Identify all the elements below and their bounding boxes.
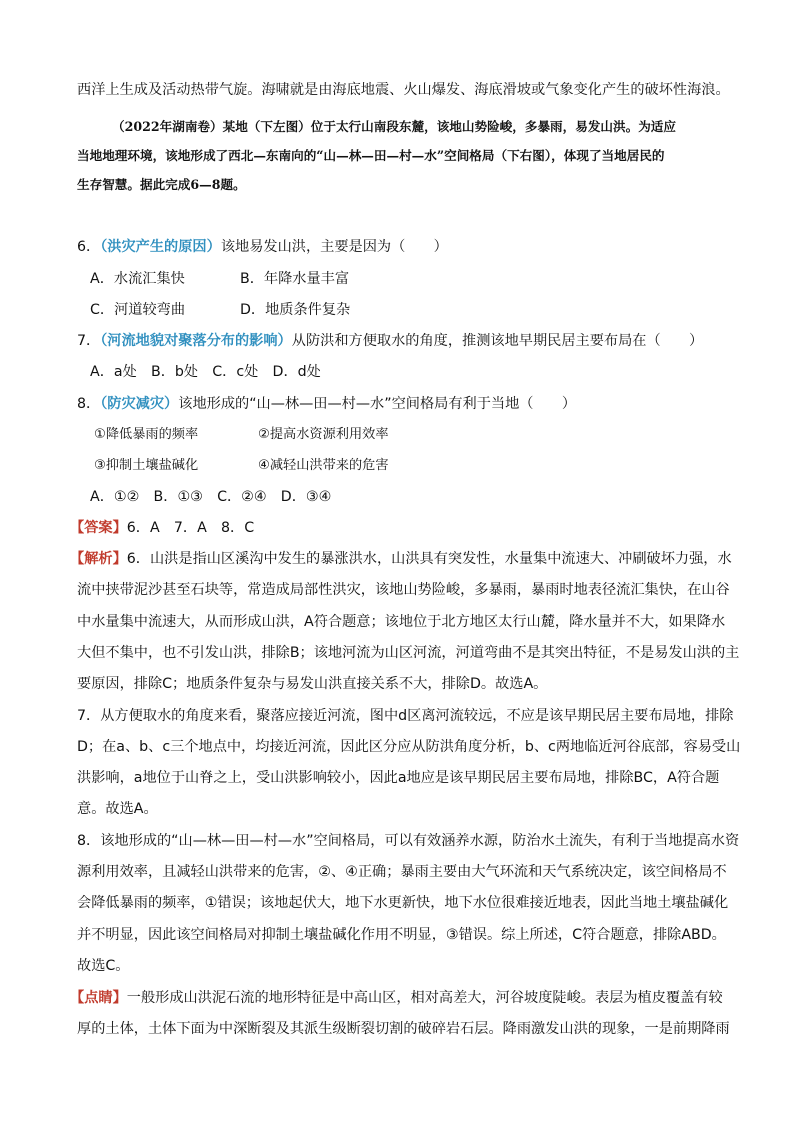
tip-line-2: 厚的土体，土体下面为中深断裂及其派生级断裂切割的破碎岩石层。降雨激发山洪的现象，一是前期降雨: [77, 1021, 730, 1037]
question-tag: （河流地貌对聚落分布的影响）: [100, 333, 292, 349]
option-d: D．地质条件复杂: [240, 302, 351, 318]
tip-line-1: 【点睛】一般形成山洪泥石流的地形特征是中高山区，相对高差大，河谷坡度陡峻。表层为植皮覆盖有较: [70, 990, 723, 1006]
analysis-line-5: 要原因，排除C；地质条件复杂与易发山洪直接关系不大，排除D。故选A。: [77, 676, 548, 692]
question-number: 6．: [77, 239, 101, 255]
analysis8-line-1: 8．该地形成的“山—林—田—村—水”空间格局，可以有效涵养水源，防治水土流失，有利于当地提高水资: [77, 833, 740, 849]
question-6-options-row-2: [90, 300, 350, 320]
question-7: [77, 331, 703, 351]
question-7-options: A．a处 B．b处 C．c处 D．d处: [90, 364, 321, 380]
question-6-options-row-1: [90, 269, 349, 289]
passage-line-3: 生存智慧。据此完成6—8题。: [77, 177, 246, 192]
question-8-options: A．①② B．①③ C．②④ D．③④: [90, 489, 332, 505]
question-stem: 该地易发山洪，主要是因为（ ）: [220, 239, 448, 255]
intro-tail-text: 西洋上生成及活动热带气旋。海啸就是由海底地震、火山爆发、海底滑坡或气象变化产生的破坏性海浪。: [77, 82, 730, 98]
analysis8-line-3: 会降低暴雨的频率，①错误；该地起伏大，地下水更新快，地下水位很难接近地表，因此当地土壤盐碱化: [77, 895, 729, 911]
analysis-line-3: 中水量集中流速大，从而形成山洪，A符合题意；该地位于北方地区太行山麓，降水量并不大，如果降水: [77, 614, 726, 630]
question-8-items-row-2: [94, 456, 389, 476]
answer-label: 【答案】: [70, 520, 127, 536]
option-b: B．年降水量丰富: [240, 271, 350, 287]
analysis-line-4: 大但不集中，也不引发山洪，排除B；该地河流为山区河流，河道弯曲不是其突出特征，不是易发山洪的主: [77, 645, 740, 661]
question-stem: 该地形成的“山—林—田—村—水”空间格局有利于当地（ ）: [178, 396, 577, 412]
item-3: ③抑制土壤盐碱化: [94, 458, 199, 473]
analysis8-line-5: 故选C。: [77, 958, 130, 974]
option-a: A．水流汇集快: [90, 271, 185, 287]
analysis7-line-4: 意。故选A。: [77, 801, 158, 817]
question-8-items-row-1: [94, 425, 389, 445]
question-tag: （洪灾产生的原因）: [100, 239, 221, 255]
analysis7-line-2: D；在a、b、c三个地点中，均接近河流，因此区分应从防洪角度分析，b、c两地临近河谷底部，容易受山: [77, 739, 741, 755]
question-tag: （防灾减灾）: [100, 396, 179, 412]
tip-label: 【点睛】: [70, 990, 127, 1006]
analysis-label: 【解析】: [70, 551, 127, 567]
analysis-line-1: 【解析】6．山洪是指山区溪沟中发生的暴涨洪水，山洪具有突发性，水量集中流速大、冲刷破坏力强，水: [70, 551, 732, 567]
question-number: 7．: [77, 333, 101, 349]
analysis7-line-3: 洪影响，a地位于山脊之上，受山洪影响较小，因此a地应是该早期民居主要布局地，排除BC，A符合题: [77, 770, 720, 786]
analysis-line-2: 流中挟带泥沙甚至石块等，常造成局部性洪灾，该地山势险峻，多暴雨，暴雨时地表径流汇集快，在山谷: [77, 582, 730, 598]
analysis8-line-4: 并不明显，因此该空间格局对抑制土壤盐碱化作用不明显，③错误。综上所述，C符合题意，排除ABD。: [77, 927, 726, 943]
answer-line: [70, 518, 254, 538]
item-1: ①降低暴雨的频率: [94, 427, 199, 442]
item-2: ②提高水资源利用效率: [258, 427, 389, 442]
question-stem: 从防洪和方便取水的角度，推测该地早期民居主要布局在（ ）: [291, 333, 704, 349]
analysis7-line-1: 7．从方便取水的角度来看，聚落应接近河流，图中d区离河流较远，不应是该早期民居主要布局地，排除: [77, 708, 734, 724]
analysis8-line-2: 源利用效率，且减轻山洪带来的危害，②、④正确；暴雨主要由大气环流和天气系统决定，该空间格局不: [77, 864, 727, 880]
passage-line-2: 当地地理环境，该地形成了西北—东南向的“山—林—田—村—水”空间格局（下右图），体现了当地居民的: [77, 148, 665, 163]
option-c: C．河道较弯曲: [90, 302, 186, 318]
answer-text: 6．A 7．A 8．C: [126, 520, 255, 536]
question-6: [77, 237, 448, 257]
question-number: 8．: [77, 396, 101, 412]
question-8: [77, 394, 576, 414]
item-4: ④减轻山洪带来的危害: [258, 458, 389, 473]
passage-line-1: （2022年湖南卷）某地（下左图）位于太行山南段东麓，该地山势险峻，多暴雨，易发山洪。为适应: [112, 119, 676, 134]
